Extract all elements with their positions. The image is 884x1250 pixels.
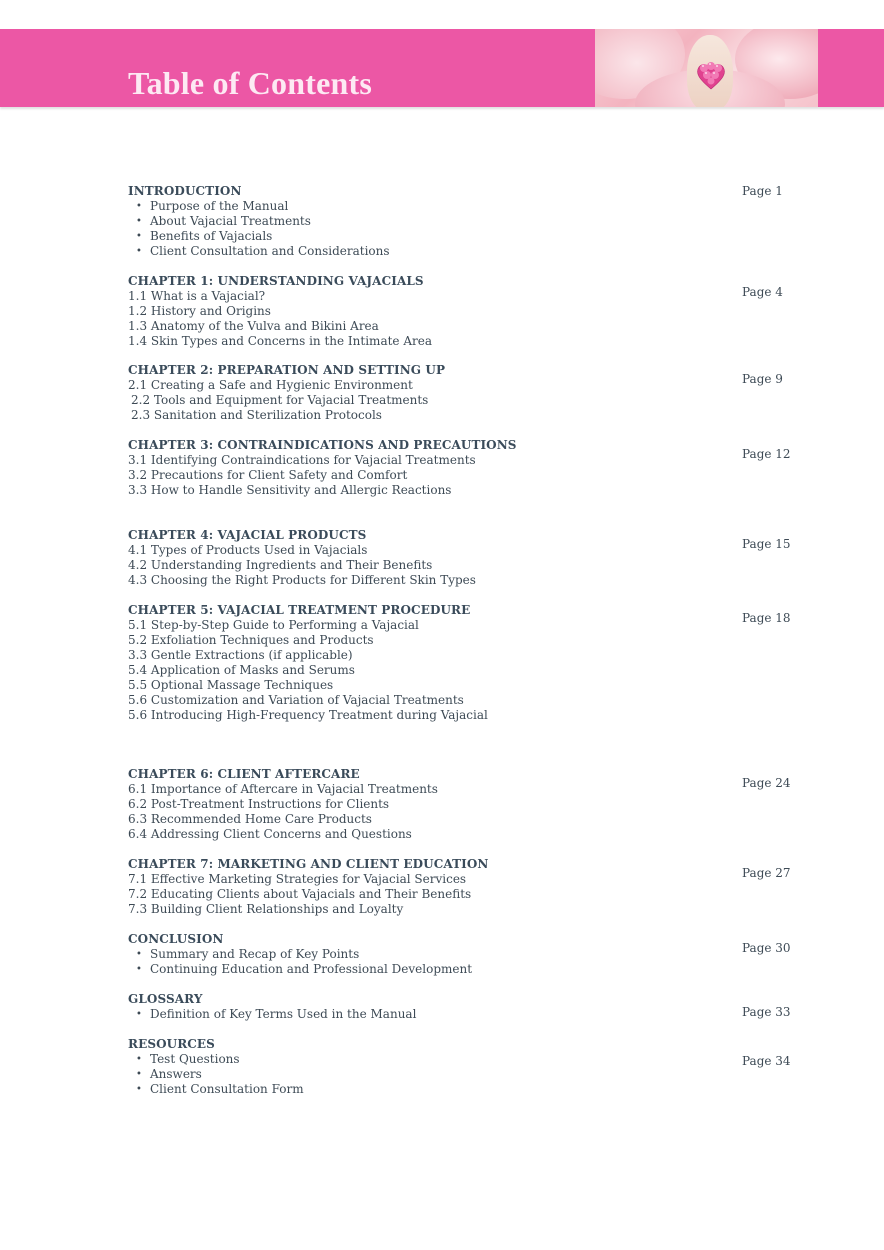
page-number: Page 15 bbox=[742, 537, 791, 551]
toc-section-chapter-7 bbox=[128, 857, 828, 917]
list-item: 2.2 Tools and Equipment for Vajacial Treatments bbox=[131, 393, 429, 407]
list-item: 6.2 Post-Treatment Instructions for Clients bbox=[128, 797, 390, 811]
toc-section-introduction bbox=[128, 184, 828, 259]
toc-section-chapter-6 bbox=[128, 767, 828, 842]
page-number: Page 12 bbox=[742, 447, 791, 461]
page-number: Page 33 bbox=[742, 1005, 791, 1019]
list-item: 5.6 Introducing High-Frequency Treatment during Vajacial bbox=[128, 708, 488, 722]
list-item: • Client Consultation and Considerations bbox=[128, 244, 828, 259]
page-number: Page 34 bbox=[742, 1054, 791, 1068]
section-heading: RESOURCES bbox=[128, 1037, 215, 1051]
section-heading: CHAPTER 4: VAJACIAL PRODUCTS bbox=[128, 528, 367, 542]
section-heading: INTRODUCTION bbox=[128, 184, 242, 198]
hearts-icon bbox=[689, 53, 733, 93]
list-item: • About Vajacial Treatments bbox=[128, 214, 828, 229]
list-item: 1.1 What is a Vajacial? bbox=[128, 289, 266, 303]
list-item: 7.3 Building Client Relationships and Loyalty bbox=[128, 902, 404, 916]
list-item: • Summary and Recap of Key Points bbox=[128, 947, 828, 962]
list-item: 5.2 Exfoliation Techniques and Products bbox=[128, 633, 374, 647]
rose-petals-heart-photo bbox=[595, 29, 818, 107]
toc-section-chapter-4 bbox=[128, 528, 828, 588]
list-item: • Answers bbox=[128, 1067, 828, 1082]
list-item: 1.3 Anatomy of the Vulva and Bikini Area bbox=[128, 319, 379, 333]
list-item: 3.1 Identifying Contraindications for Vajacial Treatments bbox=[128, 453, 476, 467]
list-item: 4.2 Understanding Ingredients and Their Benefits bbox=[128, 558, 433, 572]
list-item: • Test Questions bbox=[128, 1052, 828, 1067]
page-number: Page 24 bbox=[742, 776, 791, 790]
list-item: 1.4 Skin Types and Concerns in the Intimate Area bbox=[128, 334, 432, 348]
list-item: • Client Consultation Form bbox=[128, 1082, 828, 1097]
list-item: 2.3 Sanitation and Sterilization Protocols bbox=[131, 408, 382, 422]
list-item: 6.1 Importance of Aftercare in Vajacial Treatments bbox=[128, 782, 438, 796]
section-heading: GLOSSARY bbox=[128, 992, 203, 1006]
section-heading: CHAPTER 1: UNDERSTANDING VAJACIALS bbox=[128, 274, 424, 288]
list-item: 4.1 Types of Products Used in Vajacials bbox=[128, 543, 368, 557]
list-item: 7.1 Effective Marketing Strategies for Vajacial Services bbox=[128, 872, 467, 886]
page-number: Page 18 bbox=[742, 611, 791, 625]
list-item: • Definition of Key Terms Used in the Manual bbox=[128, 1007, 828, 1022]
list-item: 1.2 History and Origins bbox=[128, 304, 271, 318]
section-heading: CHAPTER 3: CONTRAINDICATIONS AND PRECAUTIONS bbox=[128, 438, 517, 452]
list-item: 3.2 Precautions for Client Safety and Comfort bbox=[128, 468, 408, 482]
list-item: 6.3 Recommended Home Care Products bbox=[128, 812, 372, 826]
page-title: Table of Contents bbox=[128, 65, 373, 101]
list-item: 7.2 Educating Clients about Vajacials and Their Benefits bbox=[128, 887, 472, 901]
list-item: 5.1 Step-by-Step Guide to Performing a Vajacial bbox=[128, 618, 419, 632]
list-item: 2.1 Creating a Safe and Hygienic Environment bbox=[128, 378, 413, 392]
page-number: Page 30 bbox=[742, 941, 791, 955]
list-item: • Continuing Education and Professional Development bbox=[128, 962, 828, 977]
list-item: 5.4 Application of Masks and Serums bbox=[128, 663, 355, 677]
toc-section-chapter-2 bbox=[128, 363, 828, 423]
header-banner bbox=[0, 29, 884, 107]
section-heading: CHAPTER 7: MARKETING AND CLIENT EDUCATION bbox=[128, 857, 489, 871]
page-number: Page 1 bbox=[742, 184, 783, 198]
toc-section-glossary bbox=[128, 992, 828, 1022]
list-item: 3.3 How to Handle Sensitivity and Allergic Reactions bbox=[128, 483, 452, 497]
list-item: 5.5 Optional Massage Techniques bbox=[128, 678, 334, 692]
toc-section-resources bbox=[128, 1037, 828, 1097]
list-item: • Benefits of Vajacials bbox=[128, 229, 828, 244]
toc-section-conclusion bbox=[128, 932, 828, 977]
section-heading: CONCLUSION bbox=[128, 932, 224, 946]
list-item: 3.3 Gentle Extractions (if applicable) bbox=[128, 648, 353, 662]
list-item: • Purpose of the Manual bbox=[128, 199, 828, 214]
toc-section-chapter-5 bbox=[128, 603, 828, 723]
toc-section-chapter-1 bbox=[128, 274, 828, 349]
toc-section-chapter-3 bbox=[128, 438, 828, 498]
list-item: 4.3 Choosing the Right Products for Different Skin Types bbox=[128, 573, 476, 587]
page-number: Page 4 bbox=[742, 285, 783, 299]
section-heading: CHAPTER 5: VAJACIAL TREATMENT PROCEDURE bbox=[128, 603, 471, 617]
section-heading: CHAPTER 2: PREPARATION AND SETTING UP bbox=[128, 363, 446, 377]
page-number: Page 9 bbox=[742, 372, 783, 386]
list-item: 6.4 Addressing Client Concerns and Questions bbox=[128, 827, 412, 841]
list-item: 5.6 Customization and Variation of Vajacial Treatments bbox=[128, 693, 464, 707]
page-number: Page 27 bbox=[742, 866, 791, 880]
section-heading: CHAPTER 6: CLIENT AFTERCARE bbox=[128, 767, 360, 781]
